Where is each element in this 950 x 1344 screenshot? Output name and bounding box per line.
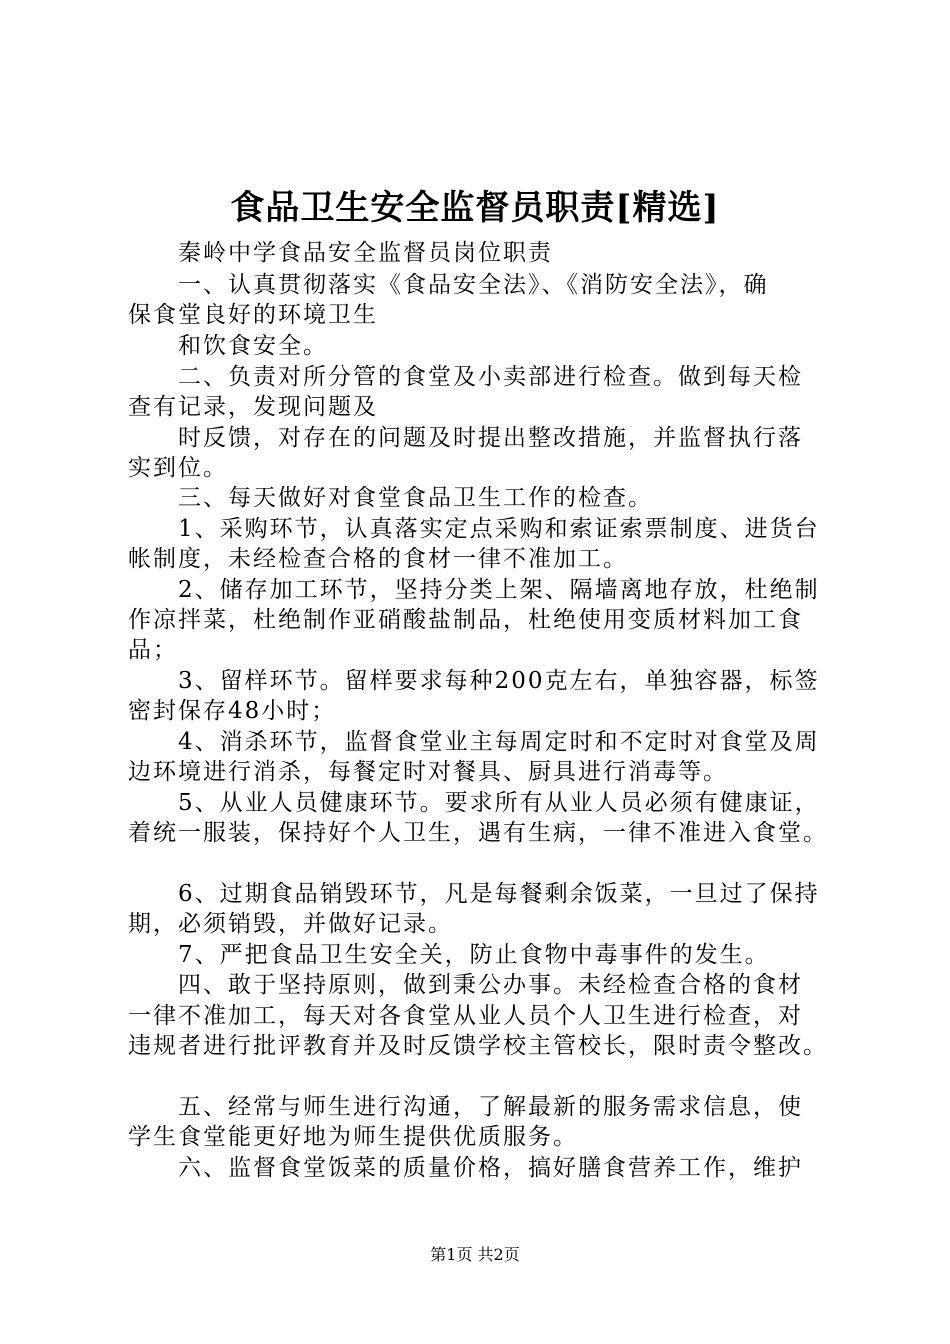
body-line: 查有记录，发现问题及: [128, 394, 378, 420]
body-line: 7、严把食品卫生安全关，防止食物中毒事件的发生。: [178, 942, 770, 968]
body-line: 边环境进行消杀，每餐定时对餐具、厨具进行消毒等。: [128, 759, 728, 785]
document-title: 食品卫生安全监督员职责[精选]: [230, 188, 720, 228]
body-line: 时反馈，对存在的问题及时提出整改措施，并监督执行落: [178, 425, 803, 451]
body-line: 秦岭中学食品安全监督员岗位职责: [178, 240, 553, 266]
body-line: 六、监督食堂饭菜的质量价格，搞好膳食营养工作，维护: [178, 1155, 803, 1181]
body-line: 期，必须销毁，并做好记录。: [128, 911, 453, 937]
body-line: 6、过期食品销毁环节，凡是每餐剩余饭菜，一旦过了保持: [178, 881, 820, 907]
body-line: 三、每天做好对食堂食品卫生工作的检查。: [178, 485, 653, 511]
body-line: 一律不准加工，每天对各食堂从业人员个人卫生进行检查，对: [128, 1003, 803, 1029]
body-line: 四、敢于坚持原则，做到秉公办事。未经检查合格的食材: [178, 972, 803, 998]
body-line: 实到位。: [128, 455, 228, 481]
body-line: 一、认真贯彻落实《食品安全法》、《消防安全法》，确: [178, 272, 769, 298]
body-line: 学生食堂能更好地为师生提供优质服务。: [128, 1124, 578, 1150]
body-line: 作凉拌菜，杜绝制作亚硝酸盐制品，杜绝使用变质材料加工食: [128, 607, 803, 633]
body-line: 二、负责对所分管的食堂及小卖部进行检查。做到每天检: [178, 364, 803, 390]
body-line: 五、经常与师生进行沟通，了解最新的服务需求信息，使: [178, 1094, 803, 1120]
page-footer: 第1页 共2页: [430, 1245, 520, 1264]
body-line: 违规者进行批评教育并及时反馈学校主管校长，限时责令整改。: [128, 1033, 828, 1059]
body-line: 密封保存48小时；: [128, 698, 337, 724]
body-line: 3、留样环节。留样要求每种200克左右，单独容器，标签: [178, 668, 820, 694]
body-line: 4、消杀环节，监督食堂业主每周定时和不定时对食堂及周: [178, 729, 820, 755]
body-line: 保食堂良好的环境卫生: [128, 302, 378, 328]
body-line: 2、储存加工环节，坚持分类上架、隔墙离地存放，杜绝制: [178, 577, 820, 603]
body-line: 1、采购环节，认真落实定点采购和索证索票制度、进货台: [178, 516, 820, 542]
body-line: 5、从业人员健康环节。要求所有从业人员必须有健康证，: [178, 790, 820, 816]
body-line: 帐制度，未经检查合格的食材一律不准加工。: [128, 546, 628, 572]
body-line: 品；: [128, 637, 178, 663]
body-line: 和饮食安全。: [178, 333, 328, 359]
body-line: 着统一服装，保持好个人卫生，遇有生病，一律不准进入食堂。: [128, 820, 828, 846]
